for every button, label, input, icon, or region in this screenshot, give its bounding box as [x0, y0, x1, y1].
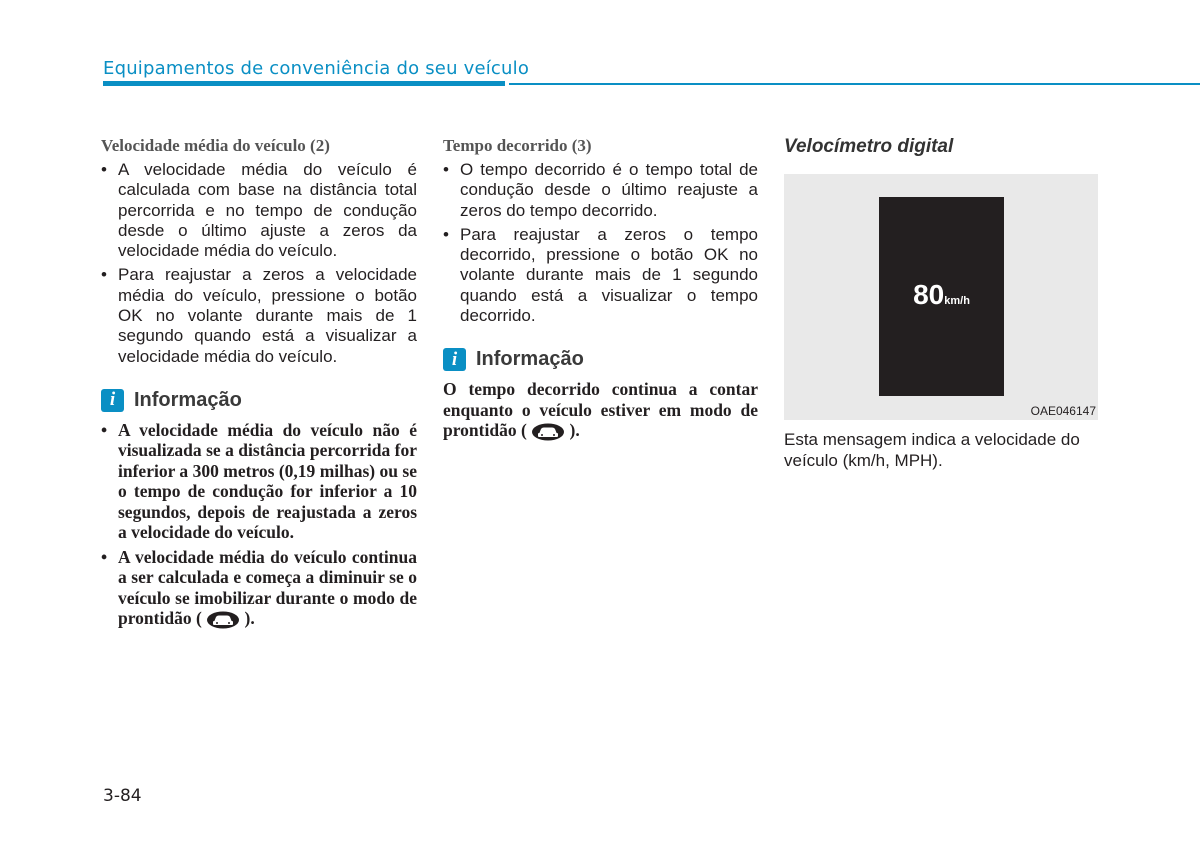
speedometer-figure — [784, 174, 1098, 420]
car-ready-icon — [531, 423, 565, 441]
list-item: • A velocidade média do veículo é calculada com base na distância total percorrida e no tempo de condução desde o último ajuste a zeros da velocidade média do veículo. — [101, 160, 417, 261]
bullet-dot: • — [101, 419, 108, 440]
column-elapsed-time — [443, 136, 758, 441]
speed-readout — [879, 279, 1004, 311]
page-number: 3-84 — [103, 786, 142, 806]
info-title: Informação — [476, 348, 584, 371]
info-heading — [101, 389, 417, 412]
list-item: • A velocidade média do veículo não é visualizada se a distância percorrida for inferior a 300 metros (0,19 milhas) ou se o tempo de condução for inferior a 10 segundos, depois de reajustada a zeros a velocidade do veículo. — [101, 419, 417, 543]
list-item: • O tempo decorrido é o tempo total de condução desde o último reajuste a zeros do tempo decorrido. — [443, 160, 758, 220]
bullet-dot: • — [101, 546, 108, 567]
info-icon: i — [443, 348, 466, 371]
header-title: Equipamentos de conveniência do seu veículo — [103, 58, 530, 79]
bullet-dot: • — [101, 265, 107, 285]
figure-caption: Esta mensagem indica a velocidade do veículo (km/h, MPH). — [784, 430, 1080, 470]
header-rule-thick — [103, 81, 505, 86]
cluster-display — [879, 197, 1004, 396]
bullet-dot: • — [443, 160, 449, 179]
list-item: • Para reajustar a zeros a velocidade média do veículo, pressione o botão OK no volante durante mais de 1 segundo quando está a visualizar a velocidade média do veículo. — [101, 265, 417, 366]
column-average-speed — [101, 136, 417, 633]
info-heading — [443, 348, 758, 371]
list-item: • A velocidade média do veículo continua a ser calculada e começa a diminuir se o veículo se imobilizar durante o modo de prontidão ( ). — [101, 546, 417, 629]
bullet-dot: • — [443, 224, 449, 244]
bullet-list — [101, 160, 417, 367]
speed-value: 80 — [913, 279, 945, 310]
speed-unit: km/h — [944, 295, 970, 307]
info-icon: i — [101, 389, 124, 412]
figure-code: OAE046147 — [1030, 404, 1096, 418]
info-title: Informação — [134, 388, 242, 411]
column-digital-speedometer — [784, 136, 1100, 471]
car-ready-icon — [206, 611, 240, 629]
header-rule-thin — [509, 83, 1200, 85]
section-heading-elapsed-time: Tempo decorrido (3) — [443, 136, 592, 155]
section-title-digital-speedometer: Velocímetro digital — [784, 136, 954, 157]
bullet-dot: • — [101, 160, 107, 179]
list-item: • Para reajustar a zeros o tempo decorrido, pressione o botão OK no volante durante mais de 1 segundo quando está a visualizar o tempo decorrido. — [443, 224, 758, 326]
info-bullet-list — [101, 420, 417, 629]
section-heading-average-speed: Velocidade média do veículo (2) — [101, 136, 330, 155]
bullet-list — [443, 160, 758, 326]
info-paragraph: O tempo decorrido continua a contar enquanto o veículo estiver em modo de prontidão ( ). — [443, 379, 758, 441]
